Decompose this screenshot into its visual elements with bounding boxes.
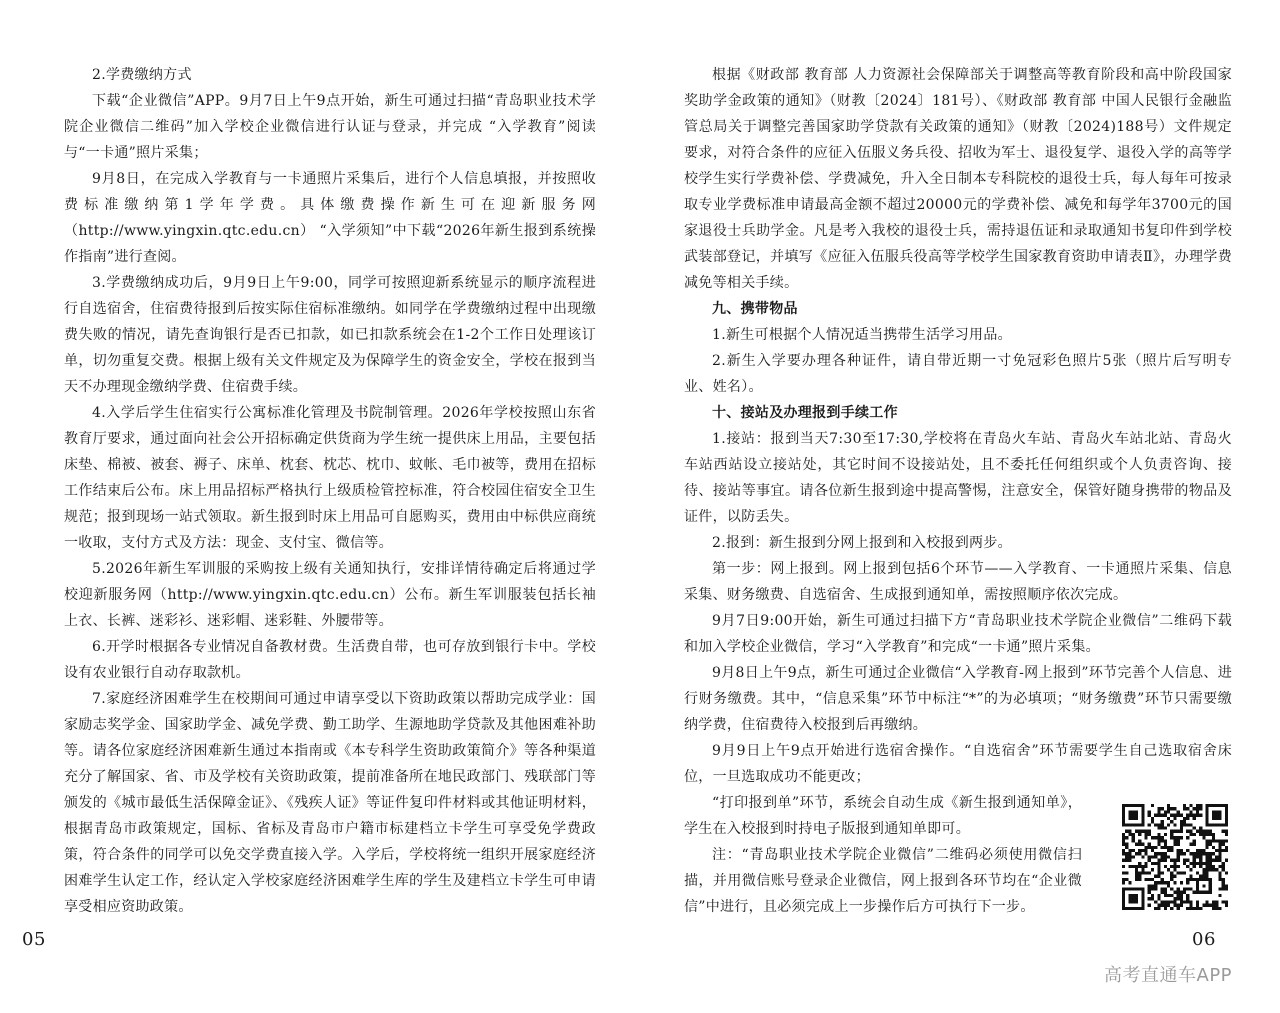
right-paragraph: 9月8日上午9点，新生可通过企业微信“入学教育-网上报到”环节完善个人信息、进行财务缴费。其中，“信息采集”环节中标注“*”的为必填项；“财务缴费”环节只需要缴纳学费，住宿费待入校报到后再缴纳。 (684, 665, 1232, 733)
left-paragraph: 3.学费缴纳成功后，9月9日上午9:00，同学可按照迎新系统显示的顺序流程进行自选宿舍，住宿费待报到后按实际住宿标准缴纳。如同学在学费缴纳过程中出现缴费失败的情况，请先查询银行是否已扣款，如已扣款系统会在1-2个工作日处理该订单，切勿重复交费。根据上级有关文件规定及为保障学生的资金安全，学校在报到当天不办理现金缴纳学费、住宿费手续。 (64, 275, 596, 395)
right-section-heading: 九、携带物品 (712, 301, 798, 317)
right-page-body (684, 62, 1232, 790)
notice-paragraph: 注：“青岛职业技术学院企业微信”二维码必须使用微信扫描，并用微信账号登录企业微信，网上报到各环节均在“企业微信”中进行，且必须完成上一步操作后方可执行下一步。 (684, 847, 1082, 915)
right-paragraph: 1.新生可根据个人情况适当携带生活学习用品。 (712, 327, 1012, 343)
right-paragraph: 根据《财政部 教育部 人力资源社会保障部关于调整高等教育阶段和高中阶段国家奖助学金政策的通知》（财教〔2024〕181号）、《财政部 教育部 中国人民银行金融监管总局关于调整完善国家助学贷款有关政策的通知》（财教〔2024)188号）文件规定要求，对符合条件的应征入伍服义务兵役、招收为军士、退役复学、退役入学的高等学校学生实行学费补偿、学费减免，升入全日制本专科院校的退役士兵，每人每年可按录取专业学费标准申请最高金额不超过20000元的学费补偿、减免和每学年3700元的国家退役士兵助学金。凡是考入我校的退役士兵，需持退伍证和录取通知书复印件到学校武装部登记，并填写《应征入伍服兵役高等学校学生国家教育资助申请表Ⅱ》，办理学费减免等相关手续。 (684, 67, 1232, 291)
left-paragraph: 2.学费缴纳方式 (92, 67, 192, 83)
qr-code-icon (1122, 804, 1228, 910)
page-number-right: 06 (1192, 929, 1216, 950)
right-paragraph: 9月7日9:00开始，新生可通过扫描下方“青岛职业技术学院企业微信”二维码下载和加入学校企业微信，学习“入学教育”和完成“一卡通”照片采集。 (684, 613, 1232, 655)
left-paragraph: 5.2026年新生军训服的采购按上级有关通知执行，安排详情待确定后将通过学校迎新服务网（http://www.yingxin.qtc.edu.cn）公布。新生军训服装包括长袖上衣、长裤、迷彩衫、迷彩帽、迷彩鞋、外腰带等。 (64, 561, 596, 629)
left-paragraph: 9月8日，在完成入学教育与一卡通照片采集后，进行个人信息填报，并按照收费标准缴纳第1学年学费。具体缴费操作新生可在迎新服务网（http://www.yingxin.qtc.edu.cn） “入学须知”中下载“2026年新生报到系统操作指南”进行查阅。 (64, 171, 596, 265)
notice-paragraph: “打印报到单”环节，系统会自动生成《新生报到通知单》，学生在入校报到时持电子版报到通知单即可。 (684, 795, 1082, 837)
print-notice-block (684, 790, 1082, 920)
left-page (64, 62, 596, 920)
right-paragraph: 1.接站：报到当天7:30至17:30,学校将在青岛火车站、青岛火车站北站、青岛火车站西站设立接站处，其它时间不设接站处，且不委托任何组织或个人负责咨询、接待、接站等事宜。请各位新生报到途中提高警惕，注意安全，保管好随身携带的物品及证件，以防丢失。 (684, 431, 1232, 525)
right-paragraph: 2.报到：新生报到分网上报到和入校报到两步。 (712, 535, 1012, 551)
left-paragraph: 7.家庭经济困难学生在校期间可通过申请享受以下资助政策以帮助完成学业：国家励志奖学金、国家助学金、减免学费、勤工助学、生源地助学贷款及其他困难补助等。请各位家庭经济困难新生通过本指南或《本专科学生资助政策简介》等各种渠道充分了解国家、省、市及学校有关资助政策，提前准备所在地民政部门、残联部门等颁发的《城市最低生活保障金证》、《残疾人证》等证件复印件材料或其他证明材料，根据青岛市政策规定，国标、省标及青岛市户籍市标建档立卡学生可享受免学费政策，符合条件的同学可以免交学费直接入学。入学后，学校将统一组织开展家庭经济困难学生认定工作，经认定入学校家庭经济困难学生库的学生及建档立卡学生可申请 享受相应资助政策。 (64, 691, 596, 915)
page-number-left: 05 (22, 929, 46, 950)
left-paragraph: 6.开学时根据各专业情况自备教材费。生活费自带，也可存放到银行卡中。学校设有农业银行自动存取款机。 (64, 639, 596, 681)
right-page (684, 62, 1232, 920)
right-paragraph: 9月9日上午9点开始进行选宿舍操作。“自选宿舍”环节需要学生自己选取宿舍床位，一旦选取成功不能更改； (684, 743, 1232, 785)
right-section-heading: 十、接站及办理报到手续工作 (712, 405, 898, 421)
left-paragraph: 4.入学后学生住宿实行公寓标准化管理及书院制管理。2026年学校按照山东省教育厅要求，通过面向社会公开招标确定供货商为学生统一提供床上用品，主要包括床垫、棉被、被套、褥子、床单、枕套、枕芯、枕巾、蚊帐、毛巾被等，费用在招标工作结束后公布。床上用品招标严格执行上级质检管控标准，符合校园住宿安全卫生规范；报到现场一站式领取。新生报到时床上用品可自愿购买，费用由中标供应商统一收取，支付方式及方法：现金、支付宝、微信等。 (64, 405, 596, 551)
watermark: 高考直通车APP (1104, 965, 1233, 986)
right-paragraph: 第一步：网上报到。网上报到包括6个环节——入学教育、一卡通照片采集、信息采集、财务缴费、自选宿舍、生成报到通知单，需按照顺序依次完成。 (684, 561, 1232, 603)
left-paragraph: 下载“企业微信”APP。9月7日上午9点开始，新生可通过扫描“青岛职业技术学院企业微信二维码”加入学校企业微信进行认证与登录，并完成 “入学教育”阅读与“一卡通”照片采集； (64, 93, 596, 161)
right-paragraph: 2.新生入学要办理各种证件，请自带近期一寸免冠彩色照片5张（照片后写明专业、姓名）。 (684, 353, 1232, 395)
